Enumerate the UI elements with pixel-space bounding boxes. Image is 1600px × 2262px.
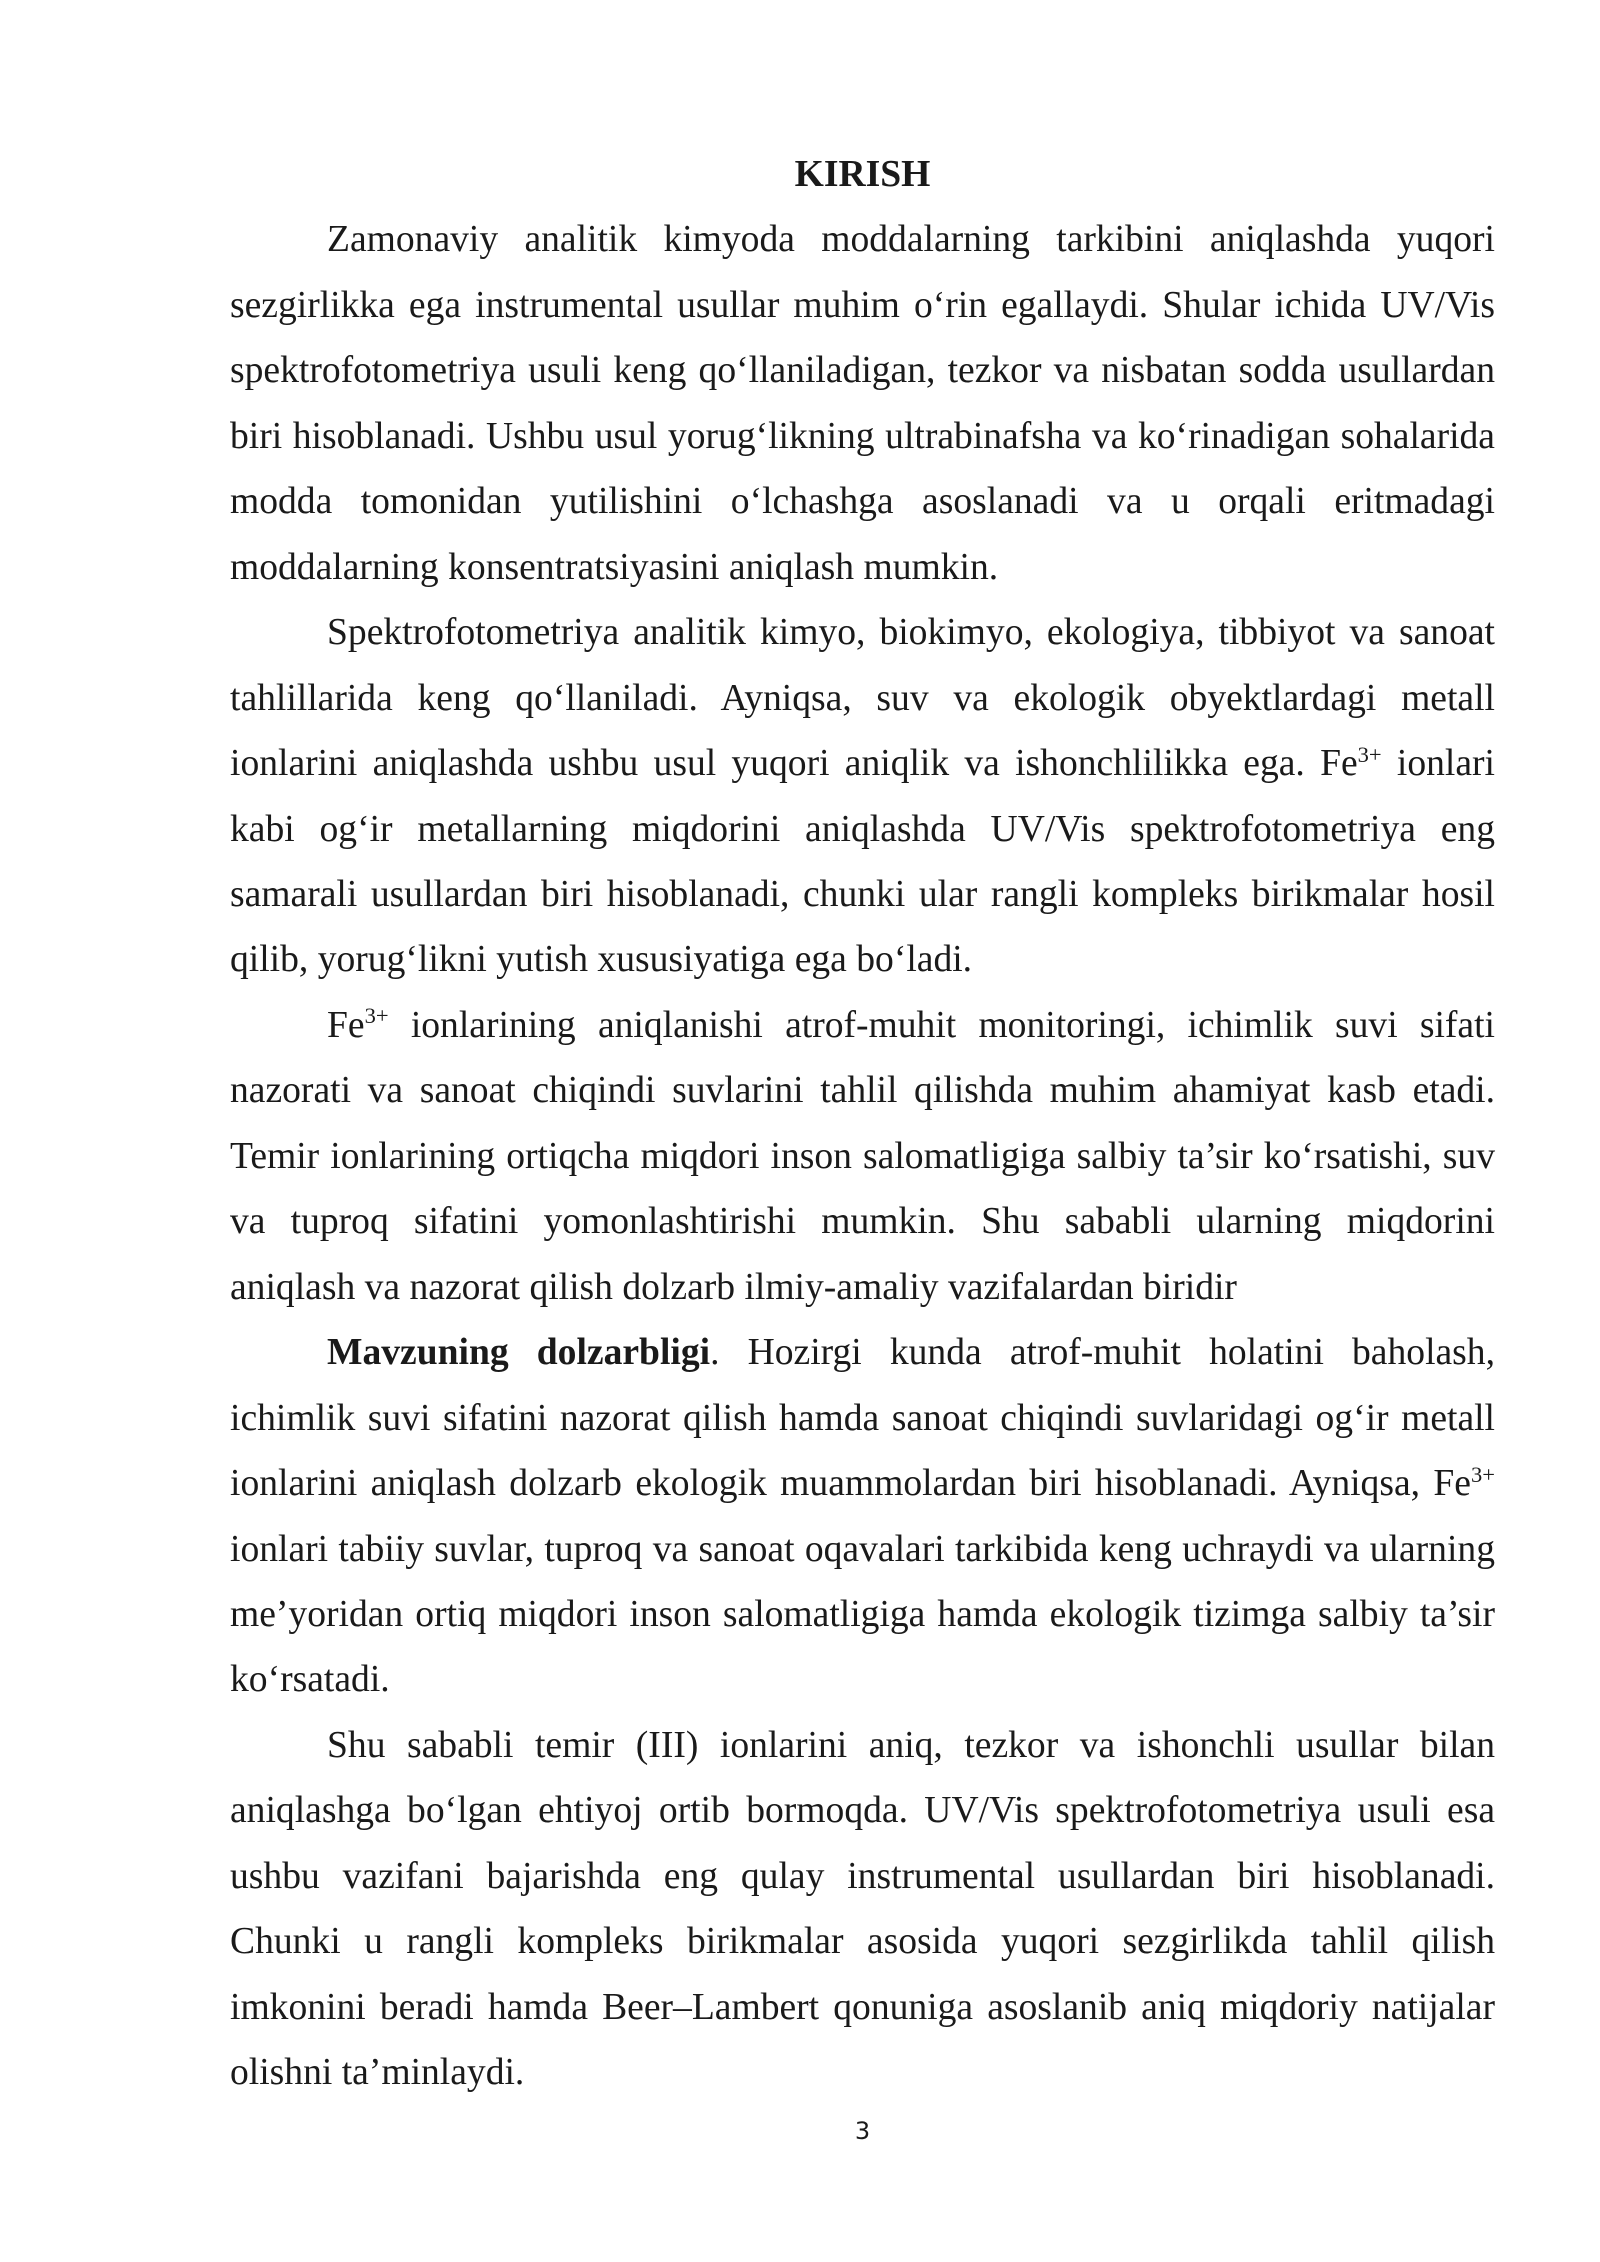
paragraph-text: Fe	[327, 1004, 365, 1046]
paragraph-text: ionlari kabi og‘ir metallarning miqdorini aniqlashda UV/Vis spektrofotometriya eng samarali usullardan biri hisoblanadi, chunki ular rangli kompleks birikmalar hosil qilib, yorug‘likni yutish xususiyatiga ega bo‘ladi.	[230, 743, 1495, 981]
page-number: 3	[854, 2117, 871, 2145]
paragraph-text: ionlari tabiiy suvlar, tuproq va sanoat oqavalari tarkibida keng uchraydi va ularning me’yoridan ortiq miqdori inson salomatligiga hamda ekologik tizimga salbiy ta’sir ko‘rsatadi.	[230, 1528, 1495, 1701]
page-body	[230, 142, 1495, 2106]
paragraph-text: Spektrofotometriya analitik kimyo, biokimyo, ekologiya, tibbiyot va sanoat tahlillarida keng qo‘llaniladi. Ayniqsa, suv va ekologik obyektlardagi metall ionlarini aniqlashda ushbu usul yuqori aniqlik va ishonchlilikka ega. Fe	[230, 612, 1495, 785]
ion-charge-superscript: 3+	[364, 1003, 389, 1029]
relevance-heading: Mavzuning dolzarbligi	[327, 1332, 711, 1374]
paragraph-intro	[230, 207, 1495, 600]
paragraph-relevance	[230, 1320, 1495, 1713]
ion-charge-superscript: 3+	[1357, 741, 1382, 767]
paragraph-text: Shu sababli temir (III) ionlarini aniq, tezkor va ishonchli usullar bilan aniqlashga bo‘lgan ehtiyoj ortib bormoqda. UV/Vis spektrofotometriya usuli esa ushbu vazifani bajarishda eng qulay instrumental usullardan biri hisoblanadi. Chunki u rangli kompleks birikmalar asosida yuqori sezgirlikda tahlil qilish imkonini beradi hamda Beer–Lambert qonuniga asoslanib aniq miqdoriy natijalar olishni ta’minlaydi.	[230, 1724, 1495, 2094]
paragraph-applications	[230, 600, 1495, 993]
ion-charge-superscript: 3+	[1471, 1461, 1495, 1487]
section-title: KIRISH	[794, 154, 931, 195]
paragraph-fe-ions	[230, 993, 1495, 1320]
paragraph-text: ionlarining aniqlanishi atrof-muhit monitoringi, ichimlik suvi sifati nazorati va sanoat chiqindi suvlarini tahlil qilishda muhim ahamiyat kasb etadi. Temir ionlarining ortiqcha miqdori inson salomatligiga salbiy ta’sir ko‘rsatishi, suv va tuproq sifatini yomonlashtirishi mumkin. Shu sababli ularning miqdorini aniqlash va nazorat qilish dolzarb ilmiy-amaliy vazifalardan biridir	[230, 1004, 1495, 1308]
paragraph-text: Zamonaviy analitik kimyoda moddalarning tarkibini aniqlashda yuqori sezgirlikka ega instrumental usullar muhim o‘rin egallaydi. Shular ichida UV/Vis spektrofotometriya usuli keng qo‘llaniladigan, tezkor va nisbatan sodda usullardan biri hisoblanadi. Ushbu usul yorug‘likning ultrabinafsha va ko‘rinadigan sohalarida modda tomonidan yutilishini o‘lchashga asoslanadi va u orqali eritmadagi moddalarning konsentratsiyasini aniqlash mumkin.	[230, 219, 1495, 588]
paragraph-method-need	[230, 1713, 1495, 2106]
paragraph-text: . Hozirgi kunda atrof-muhit holatini baholash, ichimlik suvi sifatini nazorat qilish hamda sanoat chiqindi suvlaridagi og‘ir metall ionlarini aniqlash dolzarb ekologik muammolardan biri hisoblanadi. Ayniqsa, Fe	[230, 1332, 1495, 1505]
